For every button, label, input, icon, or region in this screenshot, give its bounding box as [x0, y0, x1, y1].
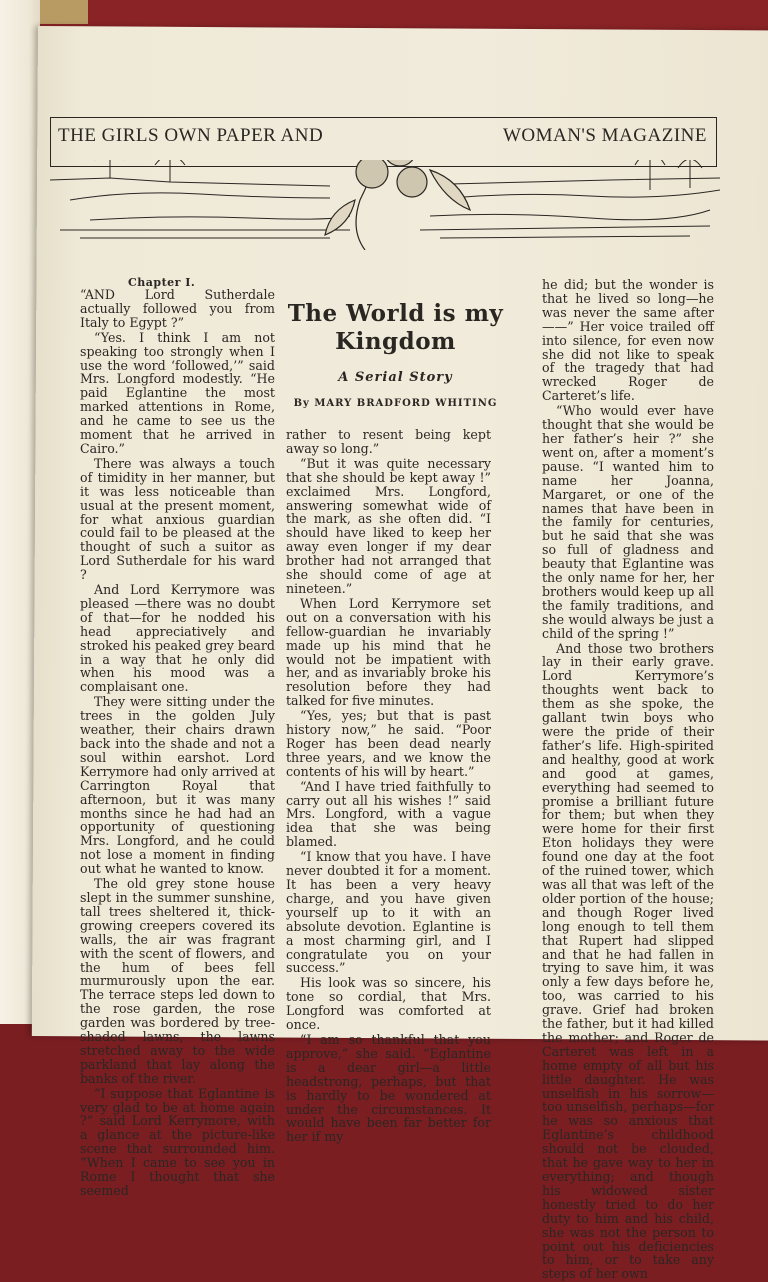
paragraph: “AND Lord Sutherdale actually followed you from Italy to Egypt ?” — [80, 287, 275, 330]
chapter-heading: Chapter I. — [128, 276, 196, 289]
paragraph: His look was so sincere, his tone so cordial, that Mrs. Longford was comforted at once. — [286, 975, 491, 1033]
paragraph: “I am so thankful that you approve,” she said. “Eglantine is a dear girl—a little headstrong, perhaps, but that is hardly to be wondered at under the circumstances. It would have been far better for her if my — [286, 1031, 491, 1145]
masthead — [50, 95, 715, 165]
landscape-illustration — [50, 160, 720, 250]
paragraph: rather to resent being kept away so long.” — [286, 427, 491, 456]
text-column-2 — [286, 428, 491, 1145]
paragraph: And Lord Kerrymore was pleased —there was no doubt of that—for he nodded his head appreciatively and stroked his peaked grey beard in a way that he only did when his mood was a complaisant one. — [80, 582, 275, 695]
text-column-1 — [80, 288, 275, 1199]
paragraph: “Who would ever have thought that she would be her father’s heir ?” she went on, after a moment’s pause. “I wanted him to name her Joanna, Margaret, or one of the names that have been in the family for centuries, but he said that she was so full of gladness and beauty that Eglantine was the only name for her, her brothers would keep up all the family traditions, and she would always be just a child of the spring !” — [542, 403, 714, 641]
paragraph: he did; but the wonder is that he lived so long—he was never the same after——” Her voice trailed off into silence, for even now she did not like to speak of the tragedy that had wrecked Roger de Carteret’s life. — [542, 277, 714, 404]
paragraph: “I know that you have. I have never doubted it for a moment. It has been a very heavy charge, and you have given yourself up to it with an absolute devotion. Eglantine is a most charming girl, and I congratulate you on your success.” — [286, 849, 491, 976]
paragraph: “Yes. I think I am not speaking too strongly when I use the word ‘followed,’” said Mrs. Longford modestly. “He paid Eglantine the most marked attentions in Rome, and he came to see us the moment that he arrived in Cairo.” — [80, 329, 275, 456]
paragraph: “And I have tried faithfully to carry out all his wishes !” said Mrs. Longford, with a vague idea that she was being blamed. — [286, 778, 491, 850]
masthead-left-title: THE GIRLS OWN PAPER AND — [58, 125, 324, 146]
paragraph: “Yes, yes; but that is past history now,” he said. “Poor Roger has been dead nearly three years, and we know the contents of his will by heart.” — [286, 708, 491, 779]
paragraph: “But it was quite necessary that she should be kept away !” exclaimed Mrs. Longford, answering somewhat wide of the mark, as she often did. “I should have liked to keep her away even longer if my dear brother had not arranged that she should come of age at nineteen.” — [286, 455, 491, 596]
paragraph: When Lord Kerrymore set out on a conversation with his fellow-guardian he invariably made up his mind that he would not be impatient with her, and as invariably broke his resolution before they had talked for five minutes. — [286, 595, 491, 709]
text-column-3 — [542, 278, 714, 1282]
paragraph: The old grey stone house slept in the summer sunshine, tall trees sheltered it, thick-growing creepers covered its walls, the air was fragrant with the scent of flowers, and the hum of bees fell murmurously upon the ear. The terrace steps led down to the rose garden, the rose garden was bordered by tree-shaded lawns, the lawns stretched away to the wide parkland that lay along the banks of the river. — [80, 876, 275, 1086]
paragraph: “I suppose that Eglantine is very glad to be at home again ?” said Lord Kerrymore, with a glance at the picture-like scene that surrounded him. “When I came to see you in Rome I thought that she seemed — [80, 1085, 275, 1198]
book-edge — [38, 0, 88, 24]
masthead-right-title: WOMAN'S MAGAZINE — [502, 125, 707, 146]
article-subtitle: A Serial Story — [338, 370, 453, 385]
paragraph: And those two brothers lay in their early grave. Lord Kerrymore’s thoughts went back to them as she spoke, the gallant twin boys who were the pride of their father’s life. High-spirited and healthy, good at work and good at games, everything had seemed to promise a brilliant future for them; but when they were home for their first Eton holidays they were found one day at the foot of the ruined tower, which was all that was left of the older portion of the house; and though Roger lived long enough to tell them that Rupert had slipped and that he had fallen in trying to save him, it was only a few days before he, too, was carried to his grave. Grief had broken the father, but it had killed the mother; and Roger de Carteret was left in a home empty of all but his little daughter. He was unselfish in his sorrow—too unselfish, perhaps—for he was so anxious that Eglantine’s childhood should not be clouded, that he gave way to her in everything; and though his widowed sister honestly tried to do her duty to him and his child, she was not the person to point out his deficiencies to him, or to take any steps of her own — [542, 640, 714, 1282]
paragraph: They were sitting under the trees in the golden July weather, their chairs drawn back into the shade and not a soul within earshot. Lord Kerrymore had only arrived at Carrington Royal that afternoon, but it was many months since he had had an opportunity of questioning Mrs. Longford, and he could not lose a moment in finding out what he wanted to know. — [80, 694, 275, 877]
article-byline: By MARY BRADFORD WHITING — [293, 398, 498, 409]
paragraph: There was always a touch of timidity in her manner, but it was less noticeable than usual at the present moment, for what anxious guardian could fail to be pleased at the thought of such a suitor as Lord Sutherdale for his ward ? — [80, 455, 275, 583]
article-title: The World is my Kingdom — [287, 300, 504, 355]
